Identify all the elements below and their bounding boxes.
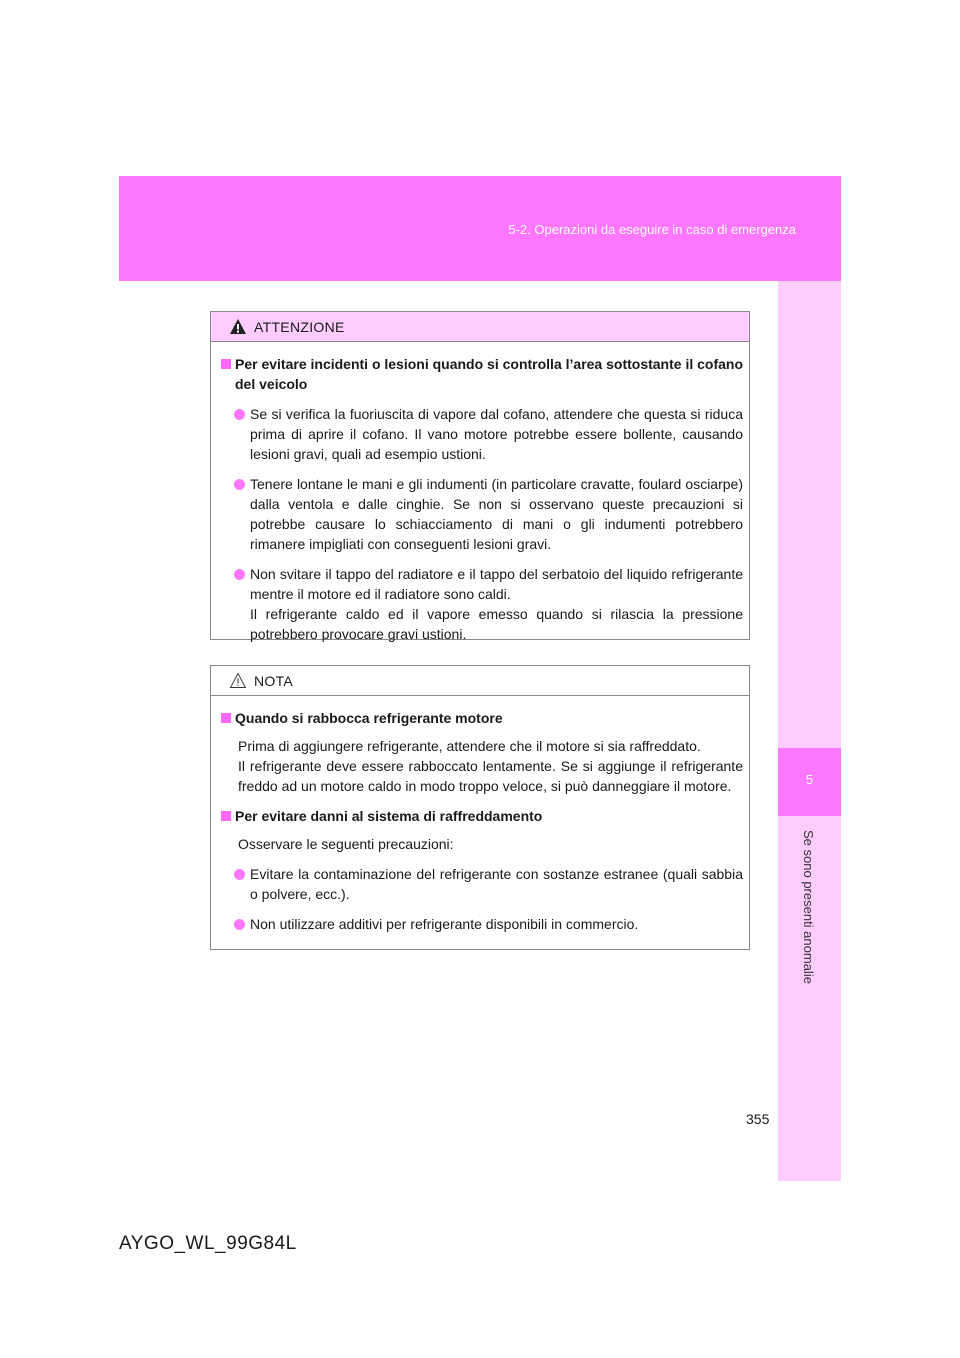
note-paragraph-line: Il refrigerante deve essere rabboccato lentamente. Se si aggiunge il refrigerante freddo ad un motore caldo in modo troppo veloce, si può danneggiare il motore. bbox=[238, 758, 743, 794]
caution-triangle-outline-icon bbox=[229, 672, 247, 689]
note-box-body bbox=[211, 696, 749, 934]
round-bullet-icon bbox=[234, 479, 245, 490]
header-band bbox=[119, 176, 841, 281]
warning-box-body bbox=[211, 342, 749, 644]
note-heading-2 bbox=[219, 806, 743, 826]
warning-bullet-text: Tenere lontane le mani e gli indumenti (in particolare cravatte, foulard osciarpe) dalla ventola e dalle cinghie. Se non si osservano queste precauzioni si potrebbe causare lo schiacciamento di mani o gli indumenti potrebbero rimanere impigliati con conseguenti lesioni gravi. bbox=[250, 476, 743, 552]
warning-bullet bbox=[219, 564, 743, 644]
note-heading-1 bbox=[219, 708, 743, 728]
note-bullet-text: Non utilizzare additivi per refrigerante disponibili in commercio. bbox=[250, 916, 639, 932]
warning-bullet-text: Non svitare il tappo del radiatore e il tappo del serbatoio del liquido refrigerante mentre il motore ed il radiatore sono caldi. bbox=[250, 566, 743, 602]
chapter-label: Se sono presenti anomalie bbox=[801, 830, 816, 984]
round-bullet-icon bbox=[234, 409, 245, 420]
warning-box bbox=[210, 311, 750, 640]
warning-bullet-text-continued: Il refrigerante caldo ed il vapore emesso quando si rilascia la pressione potrebbero provocare gravi ustioni. bbox=[250, 606, 743, 642]
note-intro: Osservare le seguenti precauzioni: bbox=[238, 836, 454, 852]
note-heading-1-text: Quando si rabbocca refrigerante motore bbox=[235, 710, 503, 726]
warning-bullet bbox=[219, 474, 743, 554]
side-strip bbox=[778, 281, 841, 1181]
round-bullet-icon bbox=[234, 569, 245, 580]
note-bullet bbox=[219, 914, 743, 934]
note-box-title: NOTA bbox=[254, 673, 294, 689]
chapter-number: 5 bbox=[805, 772, 814, 787]
chapter-label-container bbox=[778, 830, 841, 1000]
warning-heading-text: Per evitare incidenti o lesioni quando si controlla l’area sottostante il cofano del veicolo bbox=[235, 356, 743, 392]
square-bullet-icon bbox=[221, 359, 231, 369]
note-bullet bbox=[219, 864, 743, 904]
warning-heading bbox=[219, 354, 743, 394]
warning-triangle-icon bbox=[229, 318, 247, 335]
page-number: 355 bbox=[746, 1111, 770, 1127]
square-bullet-icon bbox=[221, 713, 231, 723]
warning-box-title: ATTENZIONE bbox=[254, 319, 345, 335]
document-code: AYGO_WL_99G84L bbox=[119, 1233, 297, 1254]
square-bullet-icon bbox=[221, 811, 231, 821]
warning-bullet-text: Se si verifica la fuoriuscita di vapore dal cofano, attendere che questa si riduca prima di aprire il cofano. Il vano motore potrebbe essere bollente, causando lesioni gravi, quali ad esempio ustioni. bbox=[250, 406, 743, 462]
warning-box-header bbox=[211, 312, 749, 342]
warning-bullet bbox=[219, 404, 743, 464]
note-paragraph-line: Prima di aggiungere refrigerante, attendere che il motore si sia raffreddato. bbox=[238, 738, 701, 754]
note-bullet-text: Evitare la contaminazione del refrigerante con sostanze estranee (quali sabbia o polvere, ecc.). bbox=[250, 866, 743, 902]
note-box-header bbox=[211, 666, 749, 696]
round-bullet-icon bbox=[234, 919, 245, 930]
note-box bbox=[210, 665, 750, 950]
chapter-tab[interactable] bbox=[778, 748, 841, 816]
note-paragraph bbox=[219, 736, 743, 796]
round-bullet-icon bbox=[234, 869, 245, 880]
section-title: 5-2. Operazioni da eseguire in caso di emergenza bbox=[508, 222, 796, 237]
note-heading-2-text: Per evitare danni al sistema di raffreddamento bbox=[235, 808, 543, 824]
